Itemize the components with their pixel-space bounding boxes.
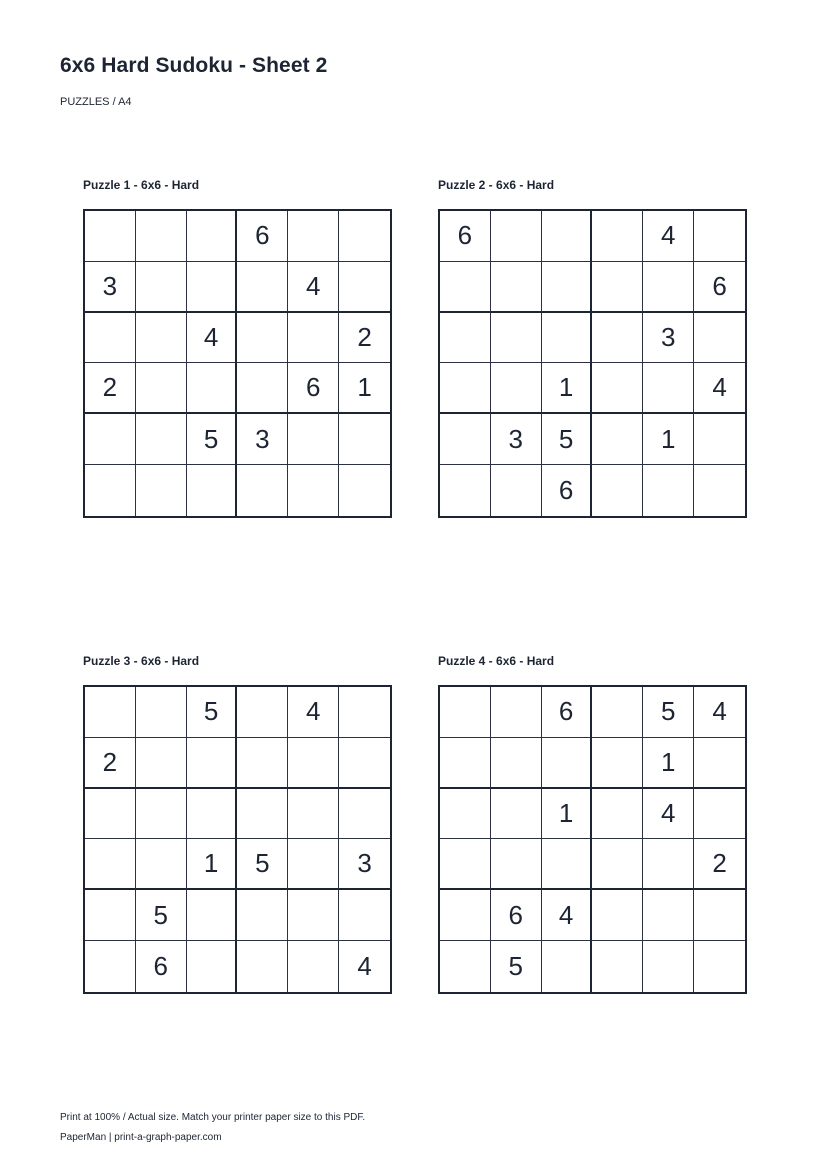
sudoku-cell (592, 839, 643, 890)
footer-brand: PaperMan | print-a-graph-paper.com (60, 1132, 222, 1143)
sudoku-cell (187, 465, 238, 516)
sudoku-cell (288, 465, 339, 516)
sudoku-cell (491, 211, 542, 262)
sudoku-cell (694, 211, 745, 262)
sudoku-cell (440, 738, 491, 789)
sudoku-cell (136, 363, 187, 414)
sudoku-cell (643, 941, 694, 992)
sudoku-cell: 1 (187, 839, 238, 890)
sudoku-cell (339, 789, 390, 840)
sudoku-cell (542, 839, 593, 890)
sudoku-cell (440, 313, 491, 364)
sudoku-cell (643, 465, 694, 516)
sudoku-cell (440, 262, 491, 313)
sudoku-cell (440, 465, 491, 516)
sudoku-cell (491, 789, 542, 840)
sudoku-cell: 6 (237, 211, 288, 262)
sudoku-cell: 3 (491, 414, 542, 465)
sudoku-cell (694, 738, 745, 789)
puzzle-title: Puzzle 4 - 6x6 - Hard (438, 654, 555, 668)
sudoku-cell (187, 941, 238, 992)
sudoku-cell: 6 (440, 211, 491, 262)
sudoku-cell (237, 465, 288, 516)
sudoku-cell (136, 789, 187, 840)
sudoku-cell: 5 (136, 890, 187, 941)
sudoku-cell (187, 789, 238, 840)
sudoku-cell (491, 262, 542, 313)
sudoku-cell (491, 363, 542, 414)
sudoku-grid (438, 209, 747, 518)
sudoku-cell (339, 262, 390, 313)
sudoku-cell: 1 (339, 363, 390, 414)
sudoku-cell (592, 465, 643, 516)
puzzle-3 (83, 652, 392, 994)
sudoku-cell: 6 (288, 363, 339, 414)
sudoku-cell (542, 941, 593, 992)
sudoku-cell (237, 738, 288, 789)
sudoku-cell (491, 687, 542, 738)
sudoku-cell (440, 890, 491, 941)
sudoku-cell (491, 738, 542, 789)
sudoku-cell (339, 465, 390, 516)
sudoku-cell (85, 890, 136, 941)
sudoku-cell (491, 465, 542, 516)
page-subtitle: PUZZLES / A4 (60, 96, 132, 108)
sudoku-grid (83, 685, 392, 994)
sudoku-cell (136, 313, 187, 364)
sudoku-cell: 6 (136, 941, 187, 992)
puzzle-1 (83, 176, 392, 518)
sudoku-cell (187, 738, 238, 789)
puzzle-title: Puzzle 1 - 6x6 - Hard (83, 178, 200, 192)
sudoku-cell (592, 262, 643, 313)
page-title: 6x6 Hard Sudoku - Sheet 2 (60, 54, 328, 77)
sudoku-cell (136, 262, 187, 313)
sudoku-cell (643, 890, 694, 941)
sudoku-cell: 3 (237, 414, 288, 465)
sudoku-cell (187, 363, 238, 414)
sudoku-cell (237, 687, 288, 738)
sudoku-cell: 4 (694, 687, 745, 738)
sudoku-cell (592, 941, 643, 992)
sudoku-cell (440, 414, 491, 465)
sudoku-cell: 4 (694, 363, 745, 414)
sudoku-cell: 2 (339, 313, 390, 364)
sudoku-cell (440, 363, 491, 414)
sudoku-cell (85, 687, 136, 738)
sudoku-cell (136, 465, 187, 516)
sudoku-cell (592, 414, 643, 465)
sudoku-cell (288, 789, 339, 840)
sudoku-cell: 1 (542, 363, 593, 414)
sudoku-cell (592, 890, 643, 941)
sudoku-cell (339, 890, 390, 941)
sudoku-cell: 6 (491, 890, 542, 941)
sudoku-cell: 6 (542, 687, 593, 738)
sudoku-cell (643, 839, 694, 890)
sudoku-cell (491, 839, 542, 890)
sudoku-cell (187, 890, 238, 941)
sudoku-cell: 4 (357, 951, 372, 982)
sudoku-cell (187, 211, 238, 262)
print-instructions: Print at 100% / Actual size. Match your printer paper size to this PDF. (60, 1112, 366, 1123)
sudoku-cell (288, 839, 339, 890)
sudoku-cell: 2 (694, 839, 745, 890)
sudoku-cell (288, 738, 339, 789)
sudoku-cell (85, 465, 136, 516)
sudoku-cell: 4 (542, 890, 593, 941)
sudoku-cell (136, 414, 187, 465)
sudoku-cell (542, 738, 593, 789)
sudoku-cell: 5 (491, 941, 542, 992)
sudoku-cell: 4 (643, 789, 694, 840)
sudoku-cell (288, 211, 339, 262)
sudoku-grid (83, 209, 392, 518)
puzzle-title: Puzzle 2 - 6x6 - Hard (438, 178, 555, 192)
sudoku-cell (237, 363, 288, 414)
sudoku-cell (592, 687, 643, 738)
sudoku-cell (542, 313, 593, 364)
puzzle-4 (438, 652, 747, 994)
sudoku-cell (592, 363, 643, 414)
sudoku-cell (592, 313, 643, 364)
sudoku-cell: 6 (694, 262, 745, 313)
puzzle-2 (438, 176, 747, 518)
sudoku-cell (592, 211, 643, 262)
sudoku-cell: 1 (643, 414, 694, 465)
sudoku-cell: 1 (542, 789, 593, 840)
sudoku-cell: 5 (643, 687, 694, 738)
sudoku-cell: 5 (187, 414, 238, 465)
sudoku-cell (339, 414, 390, 465)
sudoku-cell: 3 (643, 313, 694, 364)
sudoku-cell (440, 789, 491, 840)
sudoku-cell (643, 363, 694, 414)
sudoku-cell (85, 839, 136, 890)
sudoku-cell (694, 313, 745, 364)
sudoku-cell (136, 687, 187, 738)
sudoku-cell (85, 414, 136, 465)
sudoku-cell: 4 (643, 211, 694, 262)
sudoku-cell (187, 262, 238, 313)
sudoku-cell (694, 890, 745, 941)
sudoku-cell: 1 (643, 738, 694, 789)
sudoku-cell (85, 313, 136, 364)
sudoku-cell (592, 738, 643, 789)
sudoku-cell (339, 738, 390, 789)
sudoku-cell: 2 (85, 363, 136, 414)
sudoku-cell (237, 313, 288, 364)
sudoku-cell: 2 (85, 738, 136, 789)
sudoku-cell (288, 313, 339, 364)
sudoku-cell: 4 (187, 313, 238, 364)
sudoku-cell: 4 (288, 262, 339, 313)
sudoku-cell (542, 211, 593, 262)
sudoku-cell (85, 789, 136, 840)
sudoku-cell (237, 890, 288, 941)
sudoku-cell (136, 839, 187, 890)
sudoku-cell (136, 738, 187, 789)
sudoku-cell (339, 211, 390, 262)
sudoku-cell: 4 (288, 687, 339, 738)
sudoku-cell (85, 941, 136, 992)
sudoku-cell: 6 (542, 465, 593, 516)
sudoku-cell (288, 890, 339, 941)
sudoku-cell (339, 687, 390, 738)
sudoku-cell (85, 211, 136, 262)
sudoku-cell (440, 941, 491, 992)
sudoku-cell (288, 414, 339, 465)
sudoku-cell (288, 941, 339, 992)
sudoku-cell (694, 789, 745, 840)
sudoku-cell (237, 941, 288, 992)
sudoku-cell (643, 262, 694, 313)
sudoku-cell: 5 (237, 839, 288, 890)
sudoku-cell (491, 313, 542, 364)
sudoku-cell (237, 789, 288, 840)
sudoku-cell (237, 262, 288, 313)
sudoku-cell: 3 (339, 839, 390, 890)
sudoku-cell (136, 211, 187, 262)
puzzle-title: Puzzle 3 - 6x6 - Hard (83, 654, 200, 668)
sudoku-cell (440, 839, 491, 890)
sudoku-cell (694, 941, 745, 992)
sudoku-cell (694, 414, 745, 465)
sudoku-cell (440, 687, 491, 738)
sudoku-grid (438, 685, 747, 994)
sudoku-cell: 5 (542, 414, 593, 465)
sudoku-cell (592, 789, 643, 840)
sudoku-cell (694, 465, 745, 516)
sudoku-cell: 5 (187, 687, 238, 738)
sudoku-cell (542, 262, 593, 313)
sudoku-cell: 3 (85, 262, 136, 313)
